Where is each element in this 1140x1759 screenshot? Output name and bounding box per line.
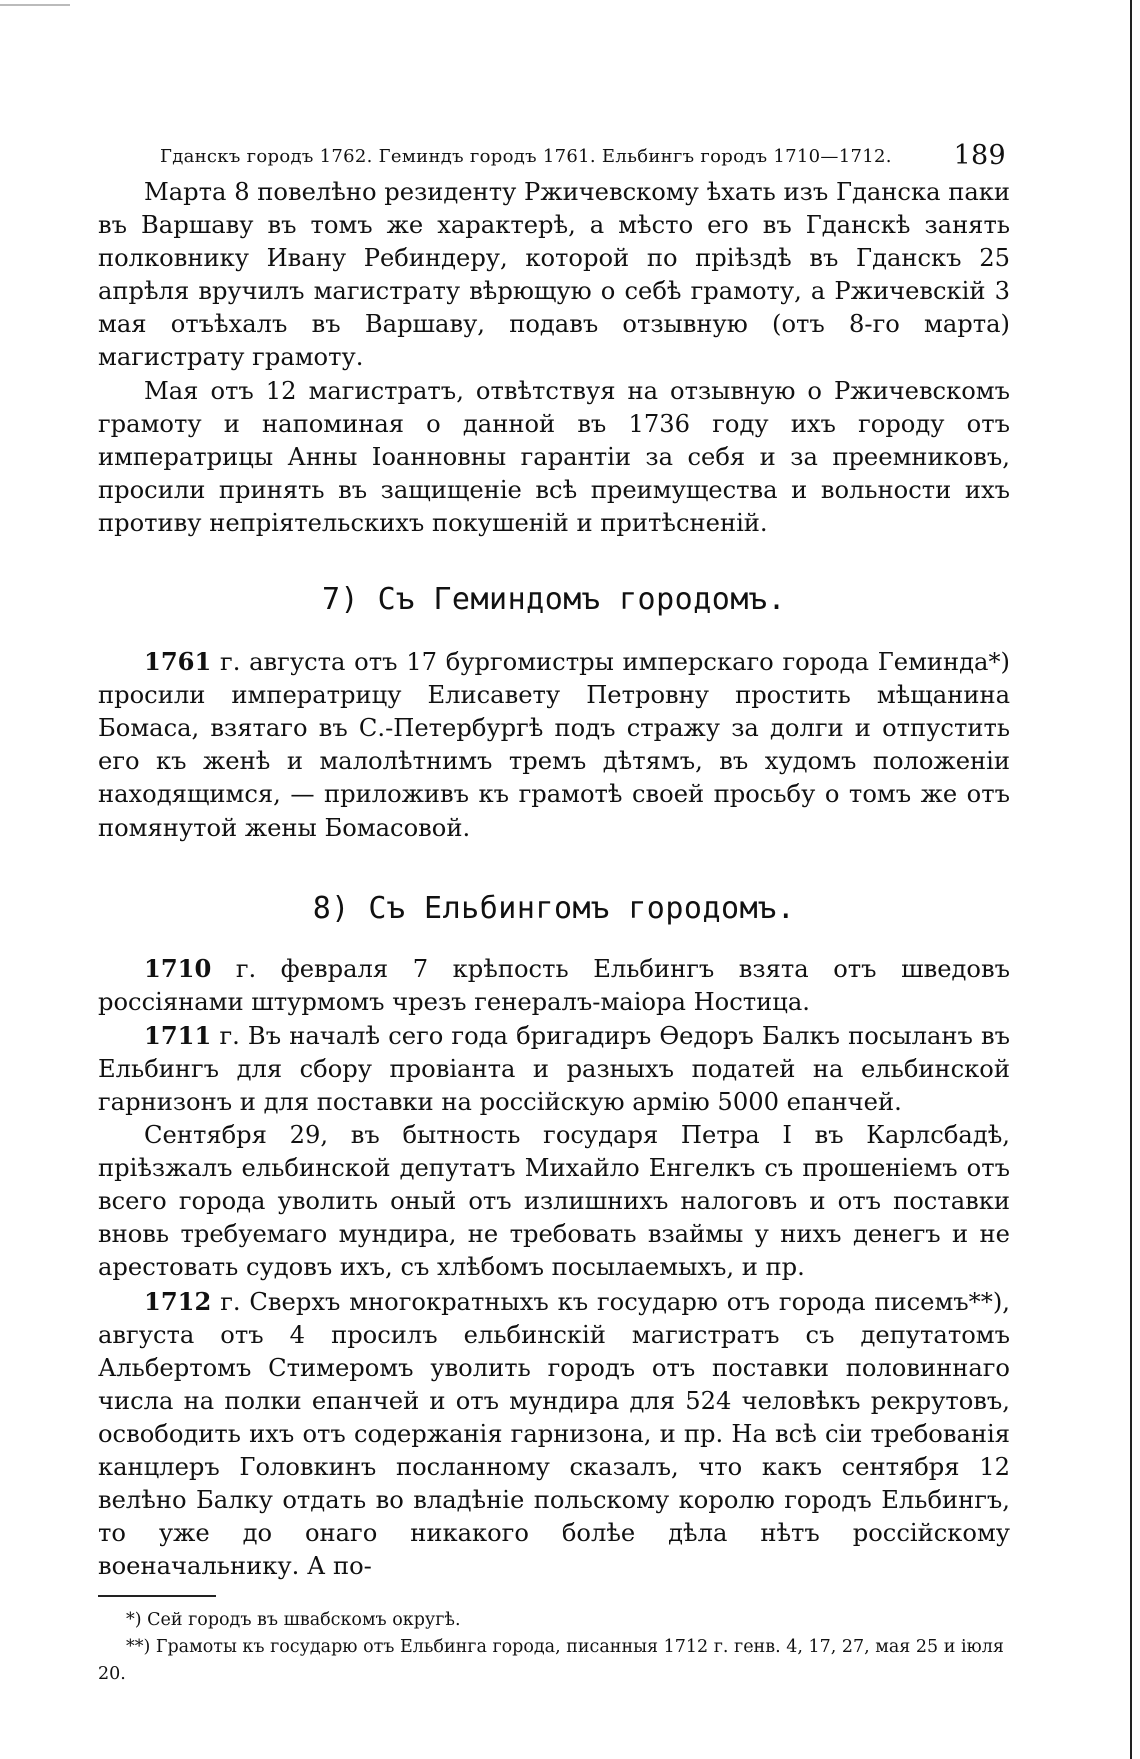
page-number: 189: [953, 140, 1006, 171]
paragraph-gemind-1: [98, 645, 1010, 845]
paragraph-elbing-1: [98, 952, 1010, 1019]
paragraph-elbing-2-text: г. Въ началѣ сего года бригадиръ Ѳедоръ Балкъ посыланъ въ Ельбингъ для сбору провiанта и разныхъ податей на ельбинской гарнизонъ и для поставки на россiйскую армiю 5000 епанчей.: [98, 1021, 1010, 1116]
year-1711: 1711: [144, 1020, 212, 1050]
page-edge-rule: [1130, 0, 1132, 1759]
scan-mark: [0, 4, 70, 6]
paragraph-elbing-3: Сентября 29, въ бытность государя Петра I въ Карлсбадѣ, прiѣзжалъ ельбинской депутатъ Михайло Енгелкъ съ прошенiемъ отъ всего города уволить оный отъ излишнихъ налоговъ и отъ поставки вновь требуемаго мундира, не требовать взаймы у нихъ денегъ и не арестовать судовъ ихъ, съ хлѣбомъ посылаемыхъ, и пр.: [98, 1121, 1010, 1282]
paragraph-elbing-4: [98, 1285, 1010, 1584]
section-heading-elbing: 8) Съ Ельбингомъ городомъ.: [312, 890, 796, 926]
page: [98, 138, 1010, 1688]
paragraph-elbing-1-text: г. февраля 7 крѣпость Ельбингъ взята отъ шведовъ россiянами штурмомъ чрезъ генералъ-маiора Ностица.: [98, 954, 1010, 1016]
paragraph-gemind-1-text: г. августа отъ 17 бургомистры имперскаго города Геминда*) просили императрицу Елисавету Петровну простить мѣщанина Бомаса, взятаго въ С.-Петербургѣ подъ стражу за долги и отпустить его къ женѣ и малолѣтнимъ тремъ дѣтямъ, въ худомъ положенiи находящимся, — приложивъ къ грамотѣ своей просьбу о томъ же отъ помянутой жены Бомасовой.: [98, 648, 1010, 842]
paragraph-gdansk-1: Марта 8 повелѣно резиденту Ржичевскому ѣхать изъ Гданска паки въ Варшаву въ томъ же характерѣ, а мѣсто его въ Гданскѣ занять полковнику Ивану Ребиндеру, которой по прiѣздѣ въ Гданскъ 25 апрѣля вручилъ магистрату вѣрющую о себѣ грамоту, а Ржичевскiй 3 мая отъѣхалъ въ Варшаву, подавъ отзывную (отъ 8-го марта) магистрату грамоту.: [98, 178, 1010, 372]
paragraph-elbing-4-text: г. Сверхъ многократныхъ къ государю отъ города писемъ**), августа отъ 4 просилъ ельбинскiй магистратъ съ депутатомъ Альбертомъ Стимеромъ уволить городъ отъ поставки половиннаго числа на полки епанчей и отъ мундира для 524 человѣкъ рекрутовъ, освободить ихъ отъ содержанiя гарнизона, и пр. На всѣ сiи требованiя канцлеръ Головкинъ посланному сказалъ, что какъ сентября 12 велѣно Балку отдать во владѣнiе польскому королю городъ Ельбингъ, то уже до онаго никакого болѣе дѣла нѣтъ россiйскому военачальнику. А по-: [98, 1287, 1010, 1581]
year-1712: 1712: [144, 1286, 212, 1316]
running-title: Гданскъ городъ 1762. Геминдъ городъ 1761. Ельбингъ городъ 1710—1712.: [160, 146, 892, 167]
paragraph-elbing-2: [98, 1019, 1010, 1119]
year-1761: 1761: [144, 647, 212, 677]
section-heading-gemind: 7) Съ Геминдомъ городомъ.: [321, 582, 787, 618]
running-head: [98, 138, 1010, 174]
footnote-2: **) Грамоты къ государю отъ Ельбинга города, писанныя 1712 г. генв. 4, 17, 27, мая 25 и iюля 20.: [98, 1637, 1004, 1685]
year-1710: 1710: [144, 953, 212, 983]
paragraph-gdansk-2: Мая отъ 12 магистратъ, отвѣтствуя на отзывную о Ржичевскомъ грамоту и напоминая о данной въ 1736 году ихъ городу отъ императрицы Анны Iоанновны гарантiи за себя и за преемниковъ, просили принять въ защищенiе всѣ преимущества и вольности ихъ противу непрiятельскихъ покушенiй и притѣсненiй.: [98, 376, 1010, 537]
footnote-divider: [98, 1595, 216, 1597]
footnote-1: *) Сей городъ въ швабскомъ округѣ.: [126, 1610, 461, 1631]
